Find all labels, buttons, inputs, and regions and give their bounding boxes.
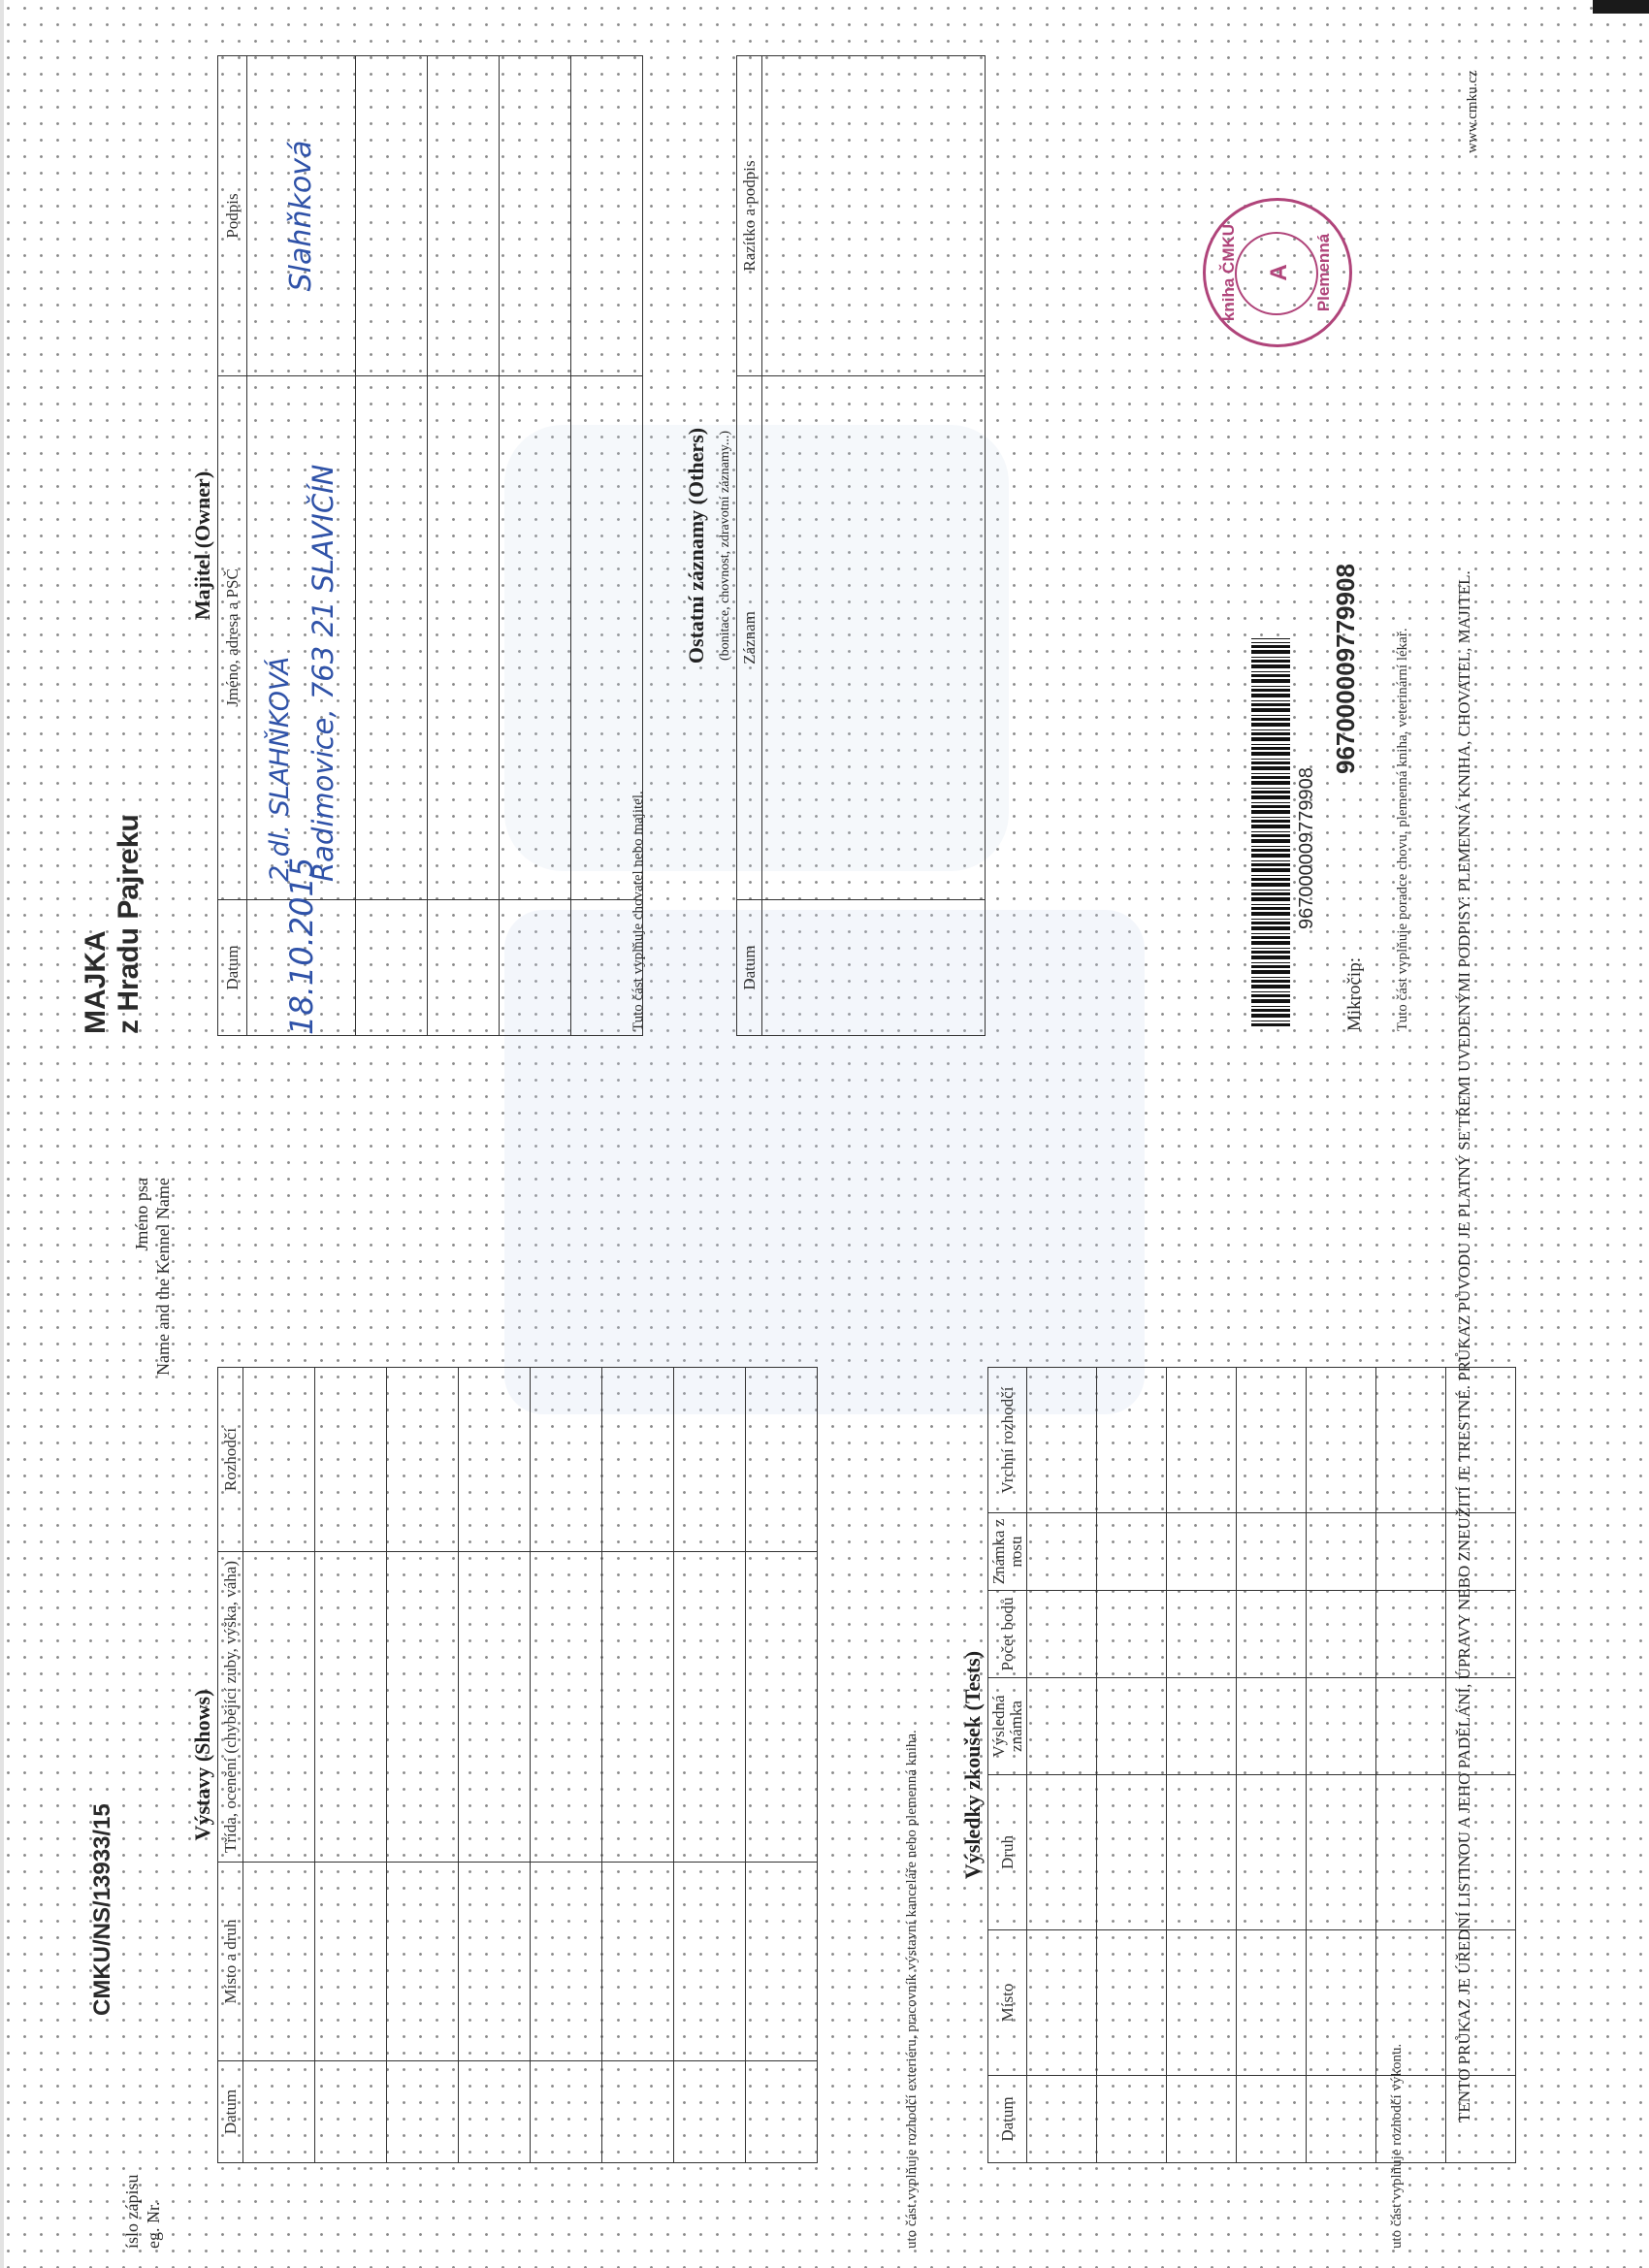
owner-col-podpis: Podpis bbox=[218, 56, 247, 376]
table-row bbox=[1097, 1368, 1167, 2163]
owner-name: 2.dl. SLAHŇKOVÁ bbox=[264, 656, 295, 882]
tests-col-datum: Datum bbox=[988, 2076, 1027, 2163]
table-row bbox=[459, 1368, 531, 2163]
kennel-label: Jméno psa Name and the Kennel Name bbox=[132, 1178, 173, 1376]
others-col-zaznam: Záznam bbox=[737, 376, 762, 900]
table-row bbox=[315, 1368, 387, 2163]
owner-col-jmeno: Jméno, adresa a PSČ bbox=[218, 376, 247, 900]
table-row bbox=[1167, 1368, 1237, 2163]
shows-title: Výstavy (Shows) bbox=[190, 1689, 214, 1841]
others-col-datum: Datum bbox=[737, 900, 762, 1036]
table-row bbox=[243, 1368, 315, 2163]
table-row bbox=[428, 56, 500, 1036]
owner-signature: Slahňková bbox=[284, 140, 318, 292]
owner-title: Majitel (Owner) bbox=[190, 470, 214, 621]
tests-col-vysledna: Výsledná známka bbox=[988, 1678, 1027, 1775]
shows-col-misto: Místo a druh bbox=[218, 1863, 243, 2061]
owner-table bbox=[190, 55, 643, 1036]
shows-col-trida: Třída, ocenění (chybějící zuby, výška, váha) bbox=[218, 1552, 243, 1863]
tests-col-druh: Druh bbox=[988, 1775, 1027, 1930]
barcode-number: 967000009779908 bbox=[1296, 767, 1317, 929]
table-row bbox=[1376, 1368, 1446, 2163]
table-row bbox=[247, 56, 356, 1036]
others-subtitle: (bonitace, chovnost, zdravotní záznamy...) bbox=[718, 431, 732, 662]
tests-note: uto část vyplňuje rozhodčí výkonu. bbox=[1389, 2043, 1405, 2249]
stamp-center-text: A bbox=[1266, 264, 1292, 281]
breed-book-stamp bbox=[1203, 198, 1352, 347]
table-row bbox=[746, 1368, 818, 2163]
table-row bbox=[762, 56, 986, 1036]
shows-note: uto část vyplňuje rozhodčí exteriéru, pracovník výstavní kanceláře nebo plemenná kniha. bbox=[904, 1730, 920, 2249]
microchip-label: Mikročip: bbox=[1344, 957, 1365, 1031]
tests-col-pocet: Počet bodů bbox=[988, 1591, 1027, 1678]
legal-warning: TENTO PRŮKAZ JE ÚŘEDNÍ LISTINOU A JEHO PADĚLÁNÍ, ÚPRAVY NEBO ZNEUŽITÍ JE TRESTNÉ. PRŮKAZ PŮVODU JE PLATNÝ SE TŘEMI UVEDENÝMI PODPISY: PLEMENNÁ KNIHA, CHOVATEL, MAJITEL. bbox=[1455, 570, 1473, 2122]
table-row bbox=[387, 1368, 459, 2163]
table-row bbox=[602, 1368, 674, 2163]
table-row bbox=[1027, 1368, 1097, 2163]
table-row bbox=[1237, 1368, 1307, 2163]
stamp-top-text: kniha ČMKU bbox=[1219, 223, 1238, 322]
shows-col-datum: Datum bbox=[218, 2061, 243, 2163]
tests-col-vrchni: Vrchní rozhodčí bbox=[988, 1368, 1027, 1513]
others-table bbox=[684, 55, 986, 1036]
tests-table bbox=[960, 1367, 1516, 2163]
table-row bbox=[674, 1368, 746, 2163]
stamp-bottom-text: Plemenná bbox=[1314, 233, 1333, 312]
tests-col-misto: Místo bbox=[988, 1930, 1027, 2076]
table-row bbox=[500, 56, 571, 1036]
others-col-razitko: Razítko a podpis bbox=[737, 56, 762, 376]
shows-col-rozhodci: Rozhodčí bbox=[218, 1368, 243, 1552]
table-row bbox=[531, 1368, 602, 2163]
others-title-text: Ostatní záznamy (Others) bbox=[684, 427, 708, 664]
owner-date: 18.10.2015 bbox=[282, 857, 320, 1035]
table-row bbox=[1307, 1368, 1376, 2163]
shows-table bbox=[190, 1367, 818, 2163]
table-row bbox=[356, 56, 428, 1036]
owner-col-datum: Datum bbox=[218, 900, 247, 1036]
microchip-note: Tuto část vyplňuje poradce chovu, plemenná kniha, veterinární lékař. bbox=[1395, 628, 1410, 1031]
website: www.cmku.cz bbox=[1465, 70, 1480, 153]
microchip-number: 967000009779908 bbox=[1331, 564, 1360, 774]
registration-number: CMKU/NS/13933/15 bbox=[89, 1803, 115, 2016]
others-title bbox=[684, 55, 736, 1036]
owner-address: Radimovice, 763 21 SLAVIČÍN bbox=[306, 464, 340, 882]
tests-col-znamka: Známka z nosu bbox=[988, 1513, 1027, 1591]
tests-title: Výsledky zkoušek (Tests) bbox=[960, 1650, 985, 1880]
dog-name: MAJKA z Hradu Pajreku bbox=[80, 814, 145, 1034]
owner-note: Tuto část vyplňuje chovatel nebo majitel. bbox=[630, 791, 646, 1031]
reg-label: íslo zápisu eg. Nr. bbox=[122, 2174, 163, 2249]
microchip-barcode bbox=[1251, 638, 1290, 1026]
